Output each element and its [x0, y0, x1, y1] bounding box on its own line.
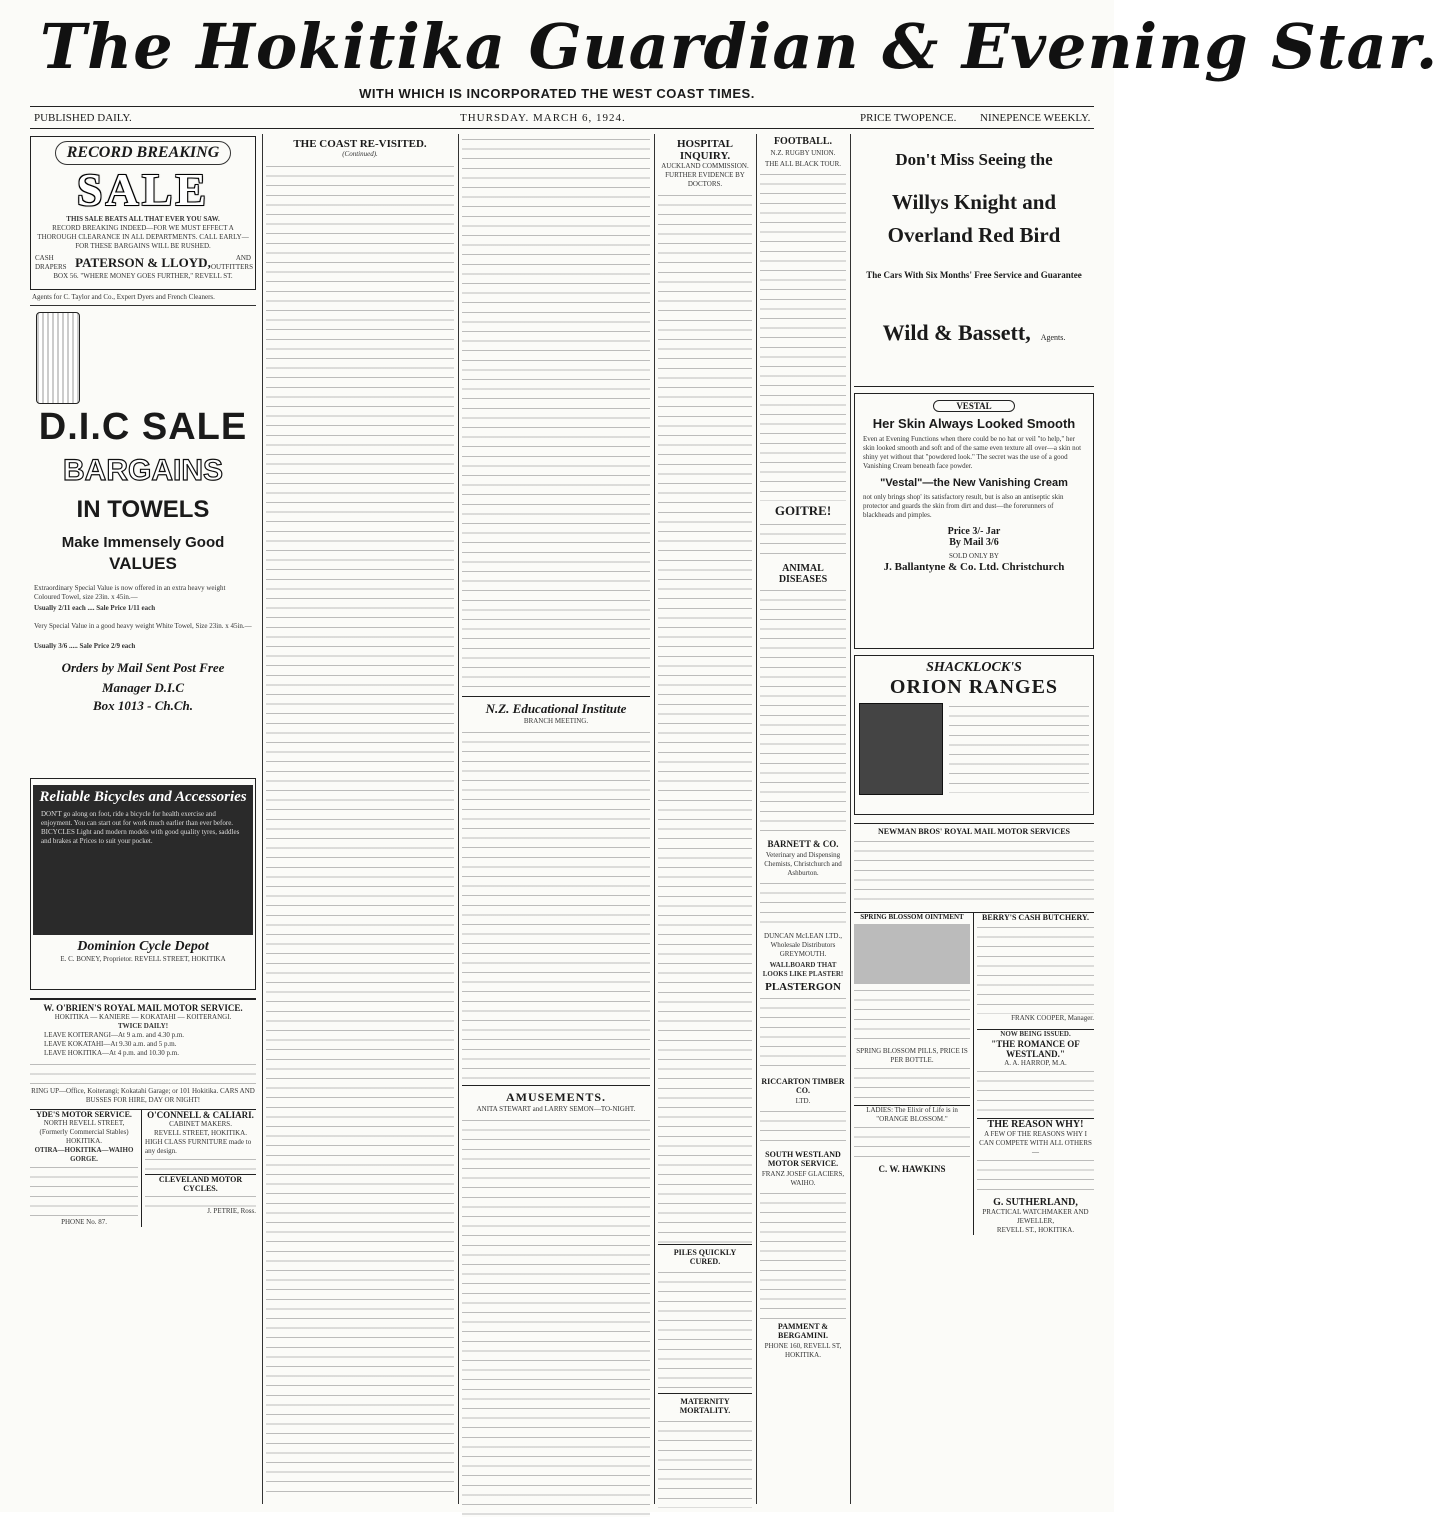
issue-date: THURSDAY. MARCH 6, 1924. — [460, 112, 626, 124]
vestal-price: Price 3/- Jar — [947, 526, 1001, 537]
dominion-cycle-ad — [30, 778, 256, 990]
offer-white-towel: Very Special Value in a good heavy weight White Towel, Size 23in. x 45in.— — [34, 622, 252, 630]
cars-guarantee: The Cars With Six Months' Free Service and Guarantee — [866, 270, 1082, 280]
dominion-address: E. C. BONEY, Proprietor. REVELL STREET, HOKITIKA — [60, 955, 226, 963]
coast-revisited-heading: THE COAST RE-VISITED. — [293, 138, 427, 150]
pamment-address: PHONE 160, REVELL ST, HOKITIKA. — [764, 1342, 842, 1359]
plastergon-body — [760, 995, 846, 1075]
vanishing-cream-headline: "Vestal"—the New Vanishing Cream — [880, 477, 1068, 489]
column-football-ads — [760, 134, 846, 1504]
dic-box: Box 1013 - Ch.Ch. — [92, 698, 194, 713]
oconnell-heading: O'CONNELL & CALIARI. — [147, 1110, 254, 1120]
hospital-inquiry-heading: HOSPITAL INQUIRY. — [676, 138, 734, 162]
pamment-heading: PAMMENT & BERGAMINI. — [777, 1322, 829, 1340]
animal-diseases-heading: ANIMAL DISEASES — [778, 563, 828, 585]
barnett-heading: BARNETT & CO. — [767, 839, 839, 849]
firm-left-label: CASH DRAPERS — [35, 254, 67, 271]
shacklock-range-ad — [854, 655, 1094, 815]
frank-cooper: FRANK COOPER, Manager. — [1011, 1014, 1094, 1022]
barnett-sub: Veterinary and Dispensing Chemists, Christchurch and Ashburton. — [764, 851, 842, 877]
willys-knight-heading: Willys Knight and — [891, 190, 1057, 214]
dyers-agents-notice: Agents for C. Taylor and Co., Expert Dyers and French Cleaners. — [30, 290, 256, 306]
piles-heading: PILES QUICKLY CURED. — [658, 1244, 752, 1266]
obrien-heading: W. O'BRIEN'S ROYAL MAIL MOTOR SERVICE. — [43, 1003, 243, 1013]
obrien-leave-3: LEAVE HOKITIKA—At 4 p.m. and 10.30 p.m. — [44, 1049, 179, 1057]
newman-motor-ad — [854, 823, 1094, 908]
oconnell-high-class: HIGH CLASS FURNITURE made to any design. — [145, 1138, 252, 1155]
harrop-author: A. A. HARROP, M.A. — [1004, 1059, 1067, 1067]
masthead-title: The Hokitika Guardian & Evening Star. — [40, 10, 1438, 83]
skin-text: Even at Evening Functions when there could be no hat or veil "to help," her skin looked smooth and soft and of the same even texture all over—a skin not shiny yet without that "powdered look." The secret was the use of a good Vanishing Cream beneath face powder. — [863, 435, 1082, 470]
hospital-body — [658, 192, 752, 1244]
orders-by-mail: Orders by Mail Sent Post Free — [61, 660, 225, 675]
column-advertisements-right — [854, 134, 1094, 1504]
in-towels-heading: IN TOWELS — [76, 496, 210, 523]
berry-butchery-ad — [974, 913, 1094, 1235]
ointment-image — [854, 924, 970, 984]
yde-route: OTIRA—HOKITIKA—WAIHO GORGE. — [34, 1146, 134, 1163]
piles-body — [658, 1269, 752, 1393]
sutherland-address: REVELL ST., HOKITIKA. — [996, 1226, 1075, 1234]
obrien-twice-daily: TWICE DAILY! — [117, 1022, 169, 1030]
obrien-leave-1: LEAVE KOITERANGI—At 9 a.m. and 4.30 p.m. — [44, 1031, 185, 1039]
reliable-bicycles-heading: Reliable Bicycles and Accessories — [39, 789, 247, 805]
range-stove-icon — [859, 703, 943, 795]
towel-icon — [36, 312, 80, 404]
column-coast-revisited — [266, 134, 454, 1504]
reason-why: THE REASON WHY! — [977, 1118, 1094, 1130]
berry-heading: BERRY'S CASH BUTCHERY. — [982, 913, 1089, 922]
price-label: PRICE TWOPENCE. — [860, 112, 957, 124]
obrien-route: HOKITIKA — KANIERE — KOKATAHI — KOITERANGI. — [54, 1013, 232, 1021]
bottom-ads-row — [30, 1109, 256, 1227]
hawkins-name: C. W. HAWKINS — [878, 1164, 946, 1174]
record-breaking-banner: RECORD BREAKING — [55, 141, 231, 165]
animal-body — [760, 587, 846, 837]
yde-motor-ad — [30, 1110, 142, 1227]
riccarton-body — [760, 1108, 846, 1148]
vestal-cream-ad — [854, 393, 1094, 649]
orion-ranges-heading: ORION RANGES — [889, 676, 1059, 698]
dateline — [30, 110, 1094, 128]
willys-knight-ad — [854, 134, 1094, 387]
romance-of-westland: "THE ROMANCE OF WESTLAND." — [991, 1039, 1080, 1059]
vestal-mail-price: By Mail 3/6 — [949, 537, 999, 548]
franz-josef: FRANZ JOSEF GLACIERS, WAIHO. — [761, 1170, 845, 1187]
yde-address: NORTH REVELL STREET, (Formerly Commercial Stables) HOKITIKA. — [39, 1119, 129, 1145]
oconnell-ad — [142, 1110, 256, 1227]
coast-revisited-body — [266, 163, 454, 1493]
wild-bassett: Wild & Bassett, — [882, 320, 1031, 345]
ointment-heading: SPRING BLOSSOM OINTMENT — [860, 913, 964, 921]
divider — [30, 106, 1094, 107]
rugby-union: N.Z. RUGBY UNION. — [770, 149, 836, 157]
shacklock-heading: SHACKLOCK'S — [926, 660, 1022, 675]
dic-sale-ad — [30, 310, 256, 718]
now-issued: NOW BEING ISSUED. — [977, 1029, 1094, 1039]
riccarton-heading: RICCARTON TIMBER CO. — [761, 1077, 845, 1095]
column-rule — [654, 134, 655, 1504]
dic-sale-heading: D.I.C SALE — [38, 406, 248, 448]
spring-pills: SPRING BLOSSOM PILLS, PRICE IS PER BOTTLE. — [856, 1047, 968, 1064]
column-rule — [458, 134, 459, 1504]
south-westland-heading: SOUTH WESTLAND MOTOR SERVICE. — [765, 1150, 841, 1168]
educational-institute-heading: N.Z. Educational Institute — [462, 696, 650, 717]
ballantyne-name: J. Ballantyne & Co. Ltd. Christchurch — [883, 561, 1065, 573]
firm-right-label: AND OUTFITTERS — [210, 254, 253, 271]
sold-only-by: SOLD ONLY BY — [949, 552, 999, 560]
oconnell-sub: CABINET MAKERS. — [169, 1120, 232, 1128]
orange-blossom: LADIES: The Elixir of Life is in "ORANGE BLOSSOM." — [854, 1105, 970, 1124]
amusements-heading: AMUSEMENTS. — [462, 1085, 650, 1105]
bicycle-ad-text: DON'T go along on foot, ride a bicycle for health exercise and enjoyment. You can start out for work much earlier than ever before. BICYCLES Light and modern models with good quality tyres, saddles and brakes at Prices to suit your pocket. — [41, 810, 240, 845]
goitre-body — [760, 521, 846, 561]
sutherland-name: G. SUTHERLAND, — [993, 1197, 1078, 1208]
reason-why-sub: A FEW OF THE REASONS WHY I CAN COMPETE WITH ALL OTHERS— — [979, 1130, 1092, 1156]
amusements-body — [462, 1117, 650, 1517]
column-advertisements-left — [30, 134, 256, 1504]
yde-phone: PHONE No. 87. — [61, 1218, 107, 1226]
auckland-commission: AUCKLAND COMMISSION. — [661, 162, 749, 170]
cleveland-petrie: J. PETRIE, Ross. — [207, 1207, 256, 1215]
sale-text: RECORD BREAKING INDEED—FOR WE MUST EFFECT A THOROUGH CLEARANCE IN ALL DEPARTMENTS. CALL EARLY—FOR THESE BARGAINS WILL BE RUSHED. — [37, 224, 249, 250]
divider — [30, 128, 1094, 129]
bargains-heading: BARGAINS — [62, 454, 223, 487]
obrien-motor-ad — [30, 998, 256, 1105]
column-hospital-inquiry — [658, 134, 752, 1504]
column-rule — [850, 134, 851, 1504]
football-body — [760, 171, 846, 501]
dominion-cycle-depot: Dominion Cycle Depot — [77, 939, 209, 954]
barnett-body — [760, 880, 846, 930]
goitre-heading: GOITRE! — [774, 503, 832, 518]
values-heading: VALUES — [109, 554, 177, 573]
ointment-ad — [854, 913, 974, 1235]
manager-dic: Manager D.I.C — [102, 680, 184, 695]
vanishing-cream-text: not only brings shop' its satisfactory result, but is also an antiseptic skin protector and guards the skin from dirt and dust—the forerunners of blackheads and pimples. — [863, 493, 1064, 519]
sale-headline: SALE — [76, 164, 210, 215]
institute-body — [462, 729, 650, 1085]
skin-headline: Her Skin Always Looked Smooth — [872, 416, 1076, 431]
dont-miss-heading: Don't Miss Seeing the — [895, 150, 1053, 169]
yde-heading: YDE'S MOTOR SERVICE. — [36, 1110, 132, 1119]
maternity-heading: MATERNITY MORTALITY. — [658, 1393, 752, 1415]
sutherland-sub: PRACTICAL WATCHMAKER AND JEWELLER, — [982, 1208, 1089, 1225]
vestal-logo: VESTAL — [933, 400, 1015, 412]
cleveland-heading: CLEVELAND MOTOR CYCLES. — [145, 1174, 256, 1193]
oconnell-address: REVELL STREET, HOKITIKA. — [154, 1129, 247, 1137]
firm-name: PATERSON & LLOYD, — [75, 255, 211, 270]
further-evidence: FURTHER EVIDENCE BY DOCTORS. — [665, 171, 745, 188]
price-coloured-towel: Usually 2/11 each .... Sale Price 1/11 each — [34, 604, 156, 612]
price-white-towel: Usually 3/6 ..... Sale Price 2/9 each — [34, 642, 136, 650]
make-good-heading: Make Immensely Good — [61, 534, 225, 551]
all-black-tour: THE ALL BLACK TOUR. — [764, 160, 842, 168]
paterson-lloyd-ad — [30, 136, 256, 290]
amusements-sub: ANITA STEWART and LARRY SEMON—TO-NIGHT. — [476, 1105, 636, 1113]
obrien-ring-up: RING UP—Office, Koiterangi; Kokatahi Garage; or 101 Hokitika. CARS AND BUSSES FOR HIRE, DAY OR NIGHT! — [31, 1087, 255, 1104]
maternity-body — [658, 1418, 752, 1508]
duncan-mclean: DUNCAN McLEAN LTD., Wholesale Distributors GREYMOUTH. — [764, 932, 842, 958]
south-body — [760, 1190, 846, 1320]
firm-address: BOX 56. "WHERE MONEY GOES FURTHER," REVELL ST. — [53, 272, 233, 280]
newman-heading: NEWMAN BROS' ROYAL MAIL MOTOR SERVICES — [878, 827, 1070, 836]
obrien-leave-2: LEAVE KOKATAHI—At 9.30 a.m. and 5 p.m. — [44, 1040, 177, 1048]
column-rule — [262, 134, 263, 1504]
ointment-butchery-row — [854, 912, 1094, 1235]
wild-bassett-agents: Agents. — [1040, 333, 1066, 342]
weekly-price-label: NINEPENCE WEEKLY. — [980, 112, 1091, 124]
football-heading: FOOTBALL. — [773, 136, 833, 147]
plastergon-heading: PLASTERGON — [765, 981, 841, 993]
column-middle-news — [462, 134, 650, 1504]
sale-tagline: THIS SALE BEATS ALL THAT EVER YOU SAW. — [66, 215, 220, 223]
coast-revisited-continued: (Continued). — [342, 150, 378, 158]
offer-coloured-towel: Extraordinary Special Value is now offered in an extra heavy weight Coloured Towel, size 23in. x 45in.— — [34, 584, 226, 601]
overland-heading: Overland Red Bird — [887, 223, 1061, 247]
riccarton-sub: LTD. — [795, 1097, 811, 1105]
masthead-subtitle: WITH WHICH IS INCORPORATED THE WEST COAST TIMES. — [359, 86, 755, 101]
published-label: PUBLISHED DAILY. — [34, 112, 132, 124]
wallboard-heading: WALLBOARD THAT LOOKS LIKE PLASTER! — [762, 961, 844, 978]
article-body — [462, 136, 650, 696]
bicycle-ad-image — [33, 785, 253, 935]
branch-meeting: BRANCH MEETING. — [523, 717, 589, 725]
column-rule — [756, 134, 757, 1504]
